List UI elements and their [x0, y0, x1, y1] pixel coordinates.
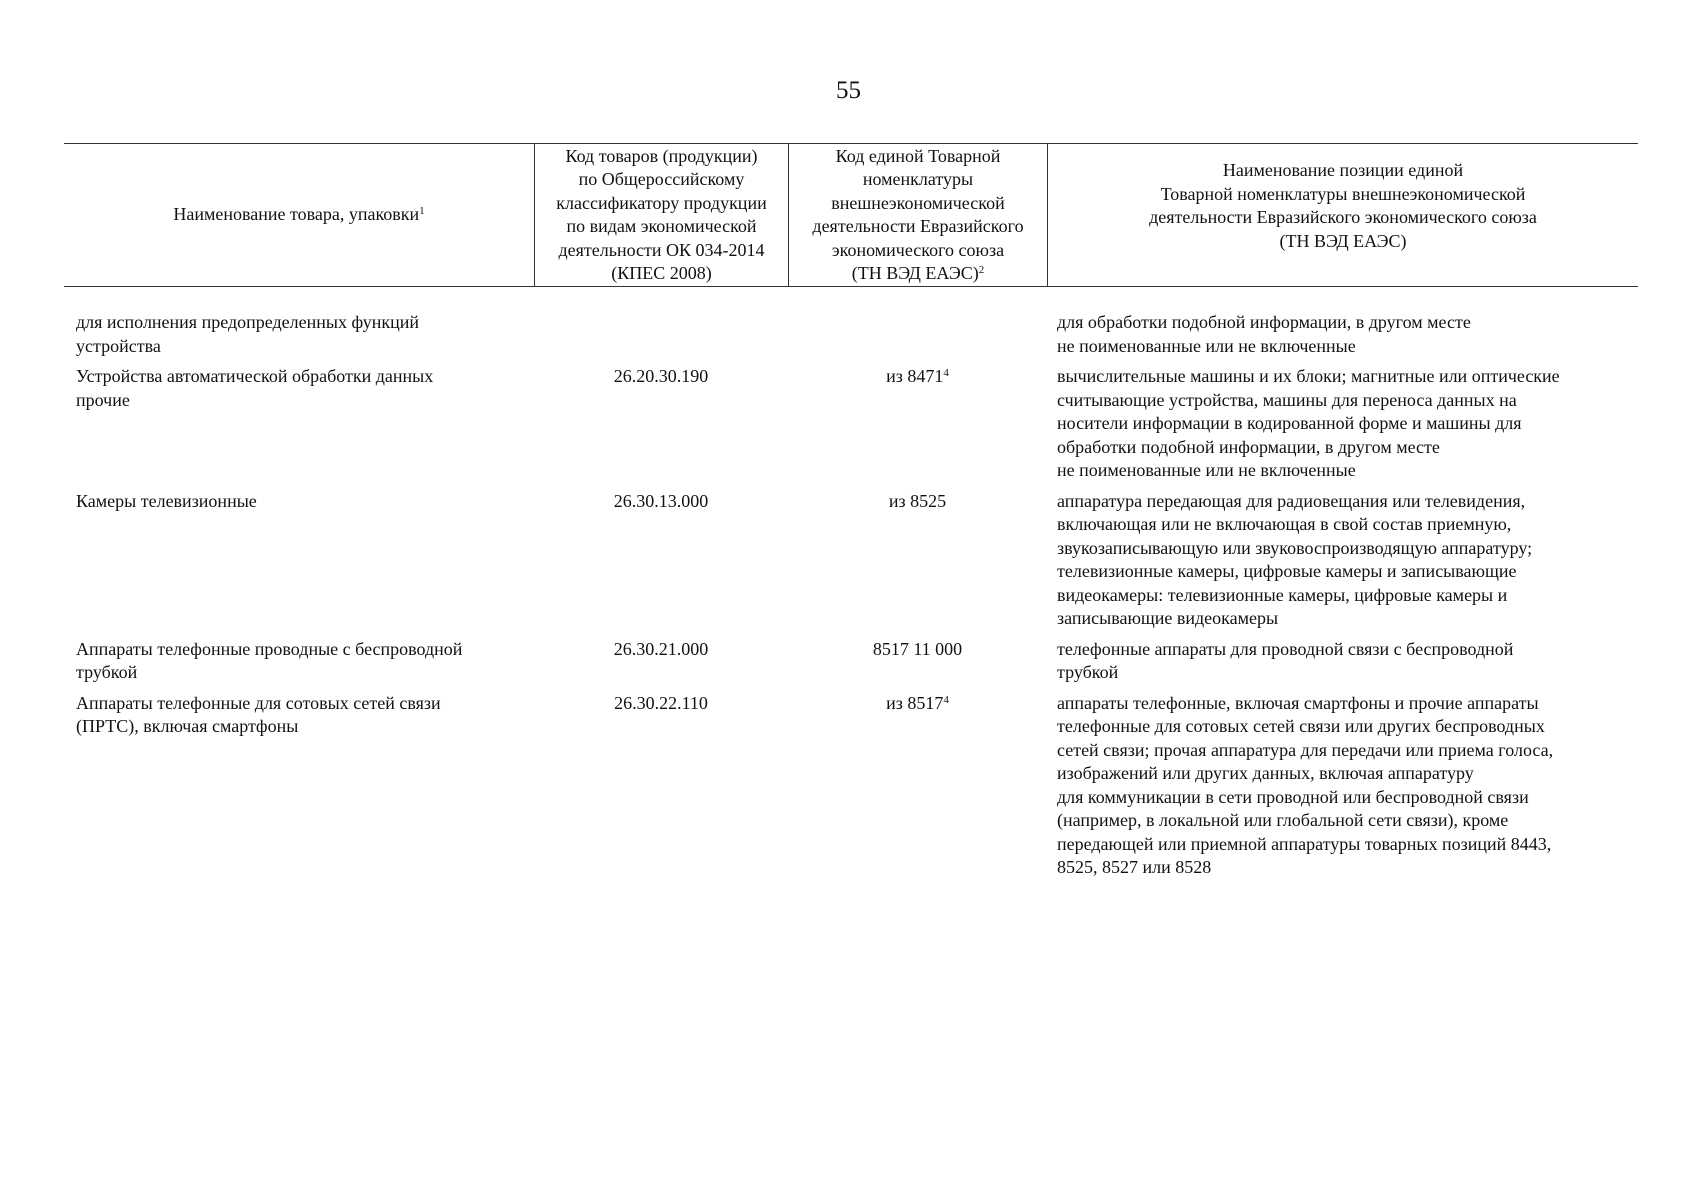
goods-name-cell: Аппараты телефонные для сотовых сетей связи (ПРТС), включая смартфоны: [76, 692, 441, 736]
page-number: 55: [836, 77, 861, 104]
tnved-description-cell: телефонные аппараты для проводной связи с беспроводной трубкой: [1057, 638, 1514, 682]
header-tnved-code: [788, 144, 1047, 286]
okpd-code-cell: 26.30.21.000: [613, 638, 709, 659]
header-tnved-code-line: внешнеэкономической: [831, 192, 1005, 213]
tnved-description-cell: аппараты телефонные, включая смартфоны и прочие аппараты телефонные для сотовых сетей связи или других беспроводных сетей связи; прочая аппаратура для передачи или приема голоса, изображений или других данных, включая аппаратуру для коммуникации в сети проводной или беспроводной связи (например, в локальной или глобальной сети связи), кроме передающей или приемной аппаратуры товарных позиций 8443, 8525, 8527 или 8528: [1057, 692, 1554, 877]
table-header-row: [64, 143, 1638, 287]
header-tnved-code-line: номенклатуры: [862, 169, 974, 189]
header-tnved-code-line: экономического союза: [831, 239, 1005, 260]
tnved-description-cell: аппаратура передающая для радиовещания или телевидения, включающая или не включающая в свой состав приемную, звукозаписывающую или звуковоспроизводящую аппаратуру; телевизионные камеры, цифровые камеры и записывающие видеокамеры: телевизионные камеры, цифровые камеры и записывающие видеокамеры: [1057, 490, 1533, 628]
goods-name-cell: Аппараты телефонные проводные с беспроводной трубкой: [76, 638, 463, 682]
okpd-code-cell: [534, 311, 788, 358]
footnote-ref: 4: [943, 693, 949, 706]
header-goods-name-text: Наименование товара, упаковки: [173, 204, 420, 225]
tnved-code-cell: из 8517$^4$: [886, 692, 949, 713]
footnote-ref: 1: [419, 205, 425, 218]
header-okpd-line: классификатору продукции: [556, 192, 767, 213]
goods-name-cell: для исполнения предопределенных функций устройства: [76, 312, 419, 356]
table-row: [64, 490, 1638, 631]
header-okpd-code: [534, 144, 788, 286]
header-tnved-name-line: (ТН ВЭД ЕАЭС): [1279, 230, 1407, 251]
tnved-code-cell: [788, 311, 1047, 358]
tnved-code-cell: из 8525: [888, 490, 947, 511]
header-okpd-line: по Общероссийскому: [578, 169, 745, 189]
header-tnved-name-line: Товарной номенклатуры внешнеэкономической: [1160, 183, 1526, 204]
header-okpd-line: деятельности ОК 034-2014: [558, 239, 765, 260]
header-tnved-name: [1047, 144, 1638, 286]
header-okpd-line: (КПЕС 2008): [611, 263, 712, 283]
footnote-ref: 4: [943, 367, 949, 379]
header-goods-name: [64, 144, 534, 286]
okpd-code-cell: 26.20.30.190: [613, 366, 709, 386]
header-tnved-name-line: Наименование позиции единой: [1222, 160, 1464, 180]
table-row: [64, 692, 1638, 880]
header-tnved-code-line: Код единой Товарной: [835, 145, 1001, 166]
goods-name-cell: Устройства автоматической обработки данных прочие: [76, 366, 434, 410]
header-tnved-code-abbr: (ТН ВЭД ЕАЭС): [851, 263, 979, 283]
tnved-description-cell: для обработки подобной информации, в другом месте не поименованные или не включенные: [1057, 312, 1471, 356]
goods-name-cell: Камеры телевизионные: [76, 490, 257, 511]
header-tnved-code-line: деятельности Евразийского: [812, 216, 1024, 236]
table-body: [64, 287, 1638, 880]
table-row: [64, 638, 1638, 685]
header-tnved-name-line: деятельности Евразийского экономического союза: [1149, 207, 1537, 227]
table-row: [64, 365, 1638, 483]
okpd-code-cell: 26.30.22.110: [614, 692, 708, 713]
tnved-description-cell: вычислительные машины и их блоки; магнитные или оптические считывающие устройства, машины для переноса данных на носители информации в кодированной форме и машины для обработки подобной информации, в другом месте не поименованные или не включенные: [1057, 366, 1560, 480]
tnved-code-cell: из 8471$^4$: [886, 366, 949, 386]
footnote-ref: 2: [978, 264, 985, 276]
header-okpd-line: Код товаров (продукции): [565, 145, 758, 166]
table-row: [64, 311, 1638, 358]
tnved-code-cell: 8517 11 000: [872, 638, 963, 659]
okpd-code-cell: 26.30.13.000: [613, 490, 709, 511]
header-okpd-line: по видам экономической: [566, 216, 757, 236]
goods-table: [64, 143, 1638, 887]
